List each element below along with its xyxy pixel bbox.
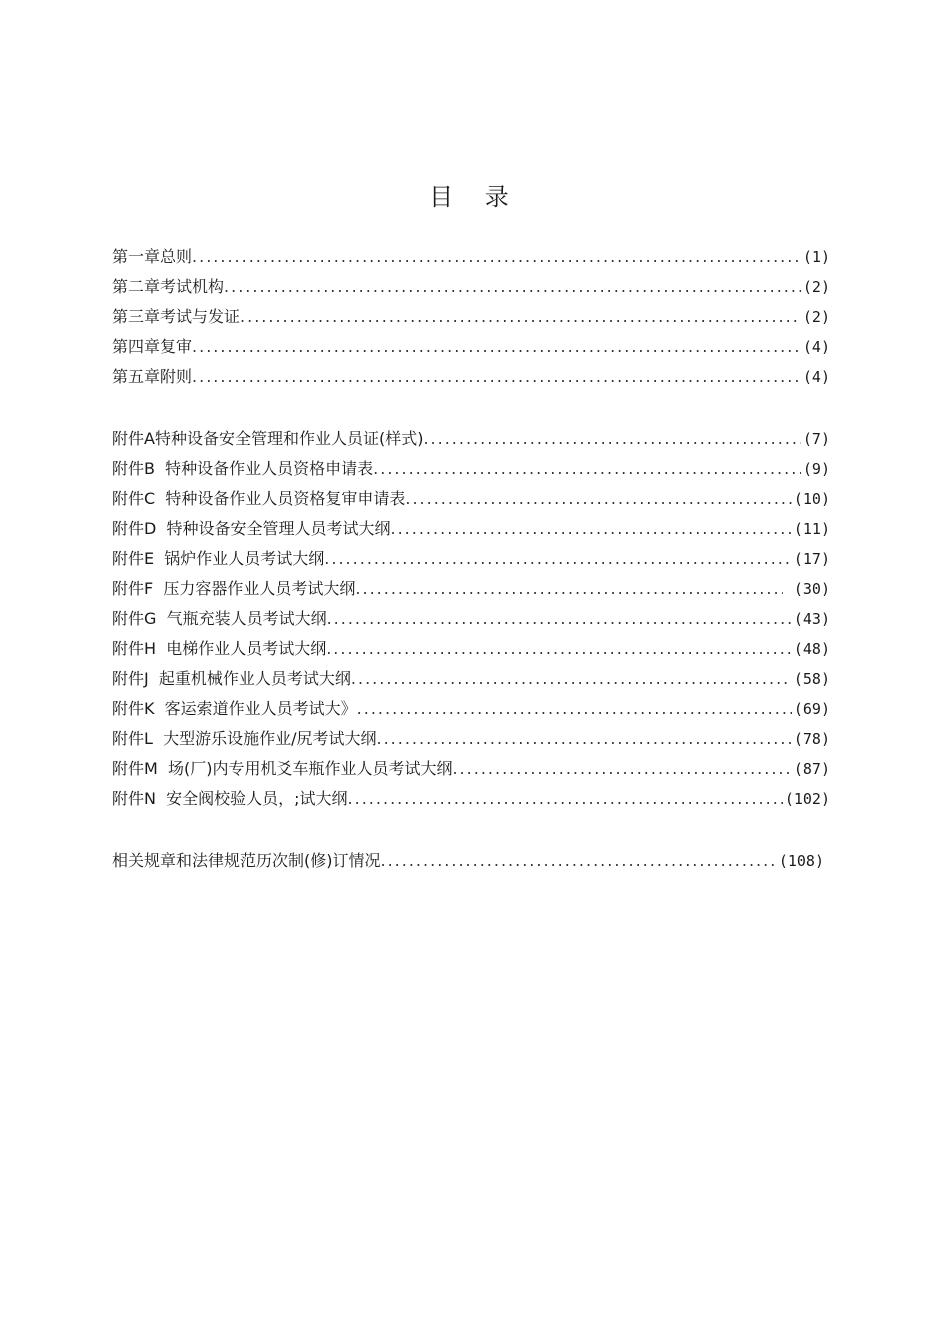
toc-entry-appendix-j[interactable] [112, 664, 830, 694]
toc-entry-appendix-f[interactable] [112, 574, 830, 604]
toc-entry-page: (7) [802, 430, 830, 448]
toc-entry-page: (4) [802, 338, 830, 356]
toc-leader-dots [240, 302, 801, 332]
toc-entry-page: (30) [784, 580, 830, 598]
toc-entry-label: 第三章考试与发证 [112, 307, 241, 326]
toc-leader-dots [391, 514, 792, 544]
toc-entry-appendix-h[interactable] [112, 634, 830, 664]
toc-entry-label: 附件N 安全阀校验人员，;试大纲 [112, 789, 348, 808]
toc-entry-page: (11) [793, 520, 830, 538]
toc-leader-dots [381, 846, 777, 876]
toc-leader-dots [423, 424, 800, 454]
toc-leader-dots [355, 574, 782, 604]
toc-entry-chapter-3[interactable] [112, 302, 830, 332]
toc-entry-page: (69) [793, 700, 830, 718]
toc-entry-page: (17) [793, 550, 830, 568]
toc-leader-dots [224, 272, 801, 302]
toc-entry-label: 附件H 电梯作业人员考试大纲 [112, 639, 327, 658]
toc-entry-page: (4) [802, 368, 830, 386]
toc-entry-page: (102) [784, 790, 830, 808]
toc-entry-appendix-a[interactable] [112, 424, 830, 454]
toc-entry-page: (108) [778, 852, 824, 870]
toc-appendices [112, 424, 830, 814]
toc-leader-dots [373, 454, 801, 484]
page-title: 目 录 [429, 183, 521, 211]
toc-entry-page: (48) [793, 640, 830, 658]
toc-entry-page: (10) [793, 490, 830, 508]
toc-entry-label: 附件K 客运索道作业人员考试大》 [112, 699, 357, 718]
toc-entry-page: (78) [793, 730, 830, 748]
toc-entry-appendix-d[interactable] [112, 514, 830, 544]
toc-leader-dots [327, 604, 792, 634]
toc-related [112, 846, 824, 876]
toc-entry-label: 附件L 大型游乐设施作业/尻考试大纲 [112, 729, 377, 748]
toc-entry-appendix-c[interactable] [112, 484, 830, 514]
toc-entry-label: 附件F 压力容器作业人员考试大纲 [112, 579, 356, 598]
toc-entry-chapter-2[interactable] [112, 272, 830, 302]
toc-entry-label: 附件B 特种设备作业人员资格申请表 [112, 459, 374, 478]
toc-entry-label: 附件A特种设备安全管理和作业人员证(样式) [112, 429, 424, 448]
toc-entry-appendix-n[interactable] [112, 784, 830, 814]
toc-leader-dots [405, 484, 792, 514]
toc-entry-appendix-g[interactable] [112, 604, 830, 634]
toc-leader-dots [326, 634, 792, 664]
toc-entry-label: 第五章附则 [112, 367, 193, 386]
toc-entry-label: 附件J 起重机械作业人员考试大纲 [112, 669, 351, 688]
toc-entry-chapter-1[interactable] [112, 242, 830, 272]
toc-entry-label: 第四章复审 [112, 337, 193, 356]
toc-entry-page: (2) [802, 308, 830, 326]
toc-entry-page: (2) [802, 278, 830, 296]
toc-entry-appendix-b[interactable] [112, 454, 830, 484]
toc-leader-dots [357, 694, 792, 724]
toc-entry-page: (1) [802, 248, 830, 266]
toc-entry-chapter-5[interactable] [112, 362, 830, 392]
toc-leader-dots [192, 332, 801, 362]
toc-entry-related-regulations[interactable] [112, 846, 824, 876]
toc-entry-label: 附件D 特种设备安全管理人员考试大纲 [112, 519, 391, 538]
toc-entry-appendix-e[interactable] [112, 544, 830, 574]
toc-entry-chapter-4[interactable] [112, 332, 830, 362]
toc-chapters [112, 242, 830, 392]
toc-entry-page: (43) [793, 610, 830, 628]
toc-leader-dots [192, 242, 801, 272]
toc-entry-label: 附件C 特种设备作业人员资格复审申请表 [112, 489, 406, 508]
toc-entry-appendix-m[interactable] [112, 754, 830, 784]
toc-leader-dots [376, 724, 791, 754]
toc-entry-label: 第一章总则 [112, 247, 193, 266]
toc-entry-label: 附件M 场(厂)内专用机爻车瓶作业人员考试大纲 [112, 759, 453, 778]
toc-entry-label: 第二章考试机构 [112, 277, 225, 296]
toc-entry-label: 附件E 锅炉作业人员考试大纲 [112, 549, 325, 568]
toc-entry-page: (58) [793, 670, 830, 688]
toc-entry-page: (9) [802, 460, 830, 478]
toc-entry-appendix-k[interactable] [112, 694, 830, 724]
toc-leader-dots [192, 362, 801, 392]
toc-leader-dots [324, 544, 792, 574]
toc-entry-page: (87) [793, 760, 830, 778]
toc-leader-dots [452, 754, 791, 784]
toc-entry-appendix-l[interactable] [112, 724, 830, 754]
toc-entry-label: 相关规章和法律规范历次制(修)订情况 [112, 851, 381, 870]
toc-leader-dots [351, 664, 792, 694]
toc-leader-dots [348, 784, 783, 814]
toc-entry-label: 附件G 气瓶充装人员考试大纲 [112, 609, 327, 628]
